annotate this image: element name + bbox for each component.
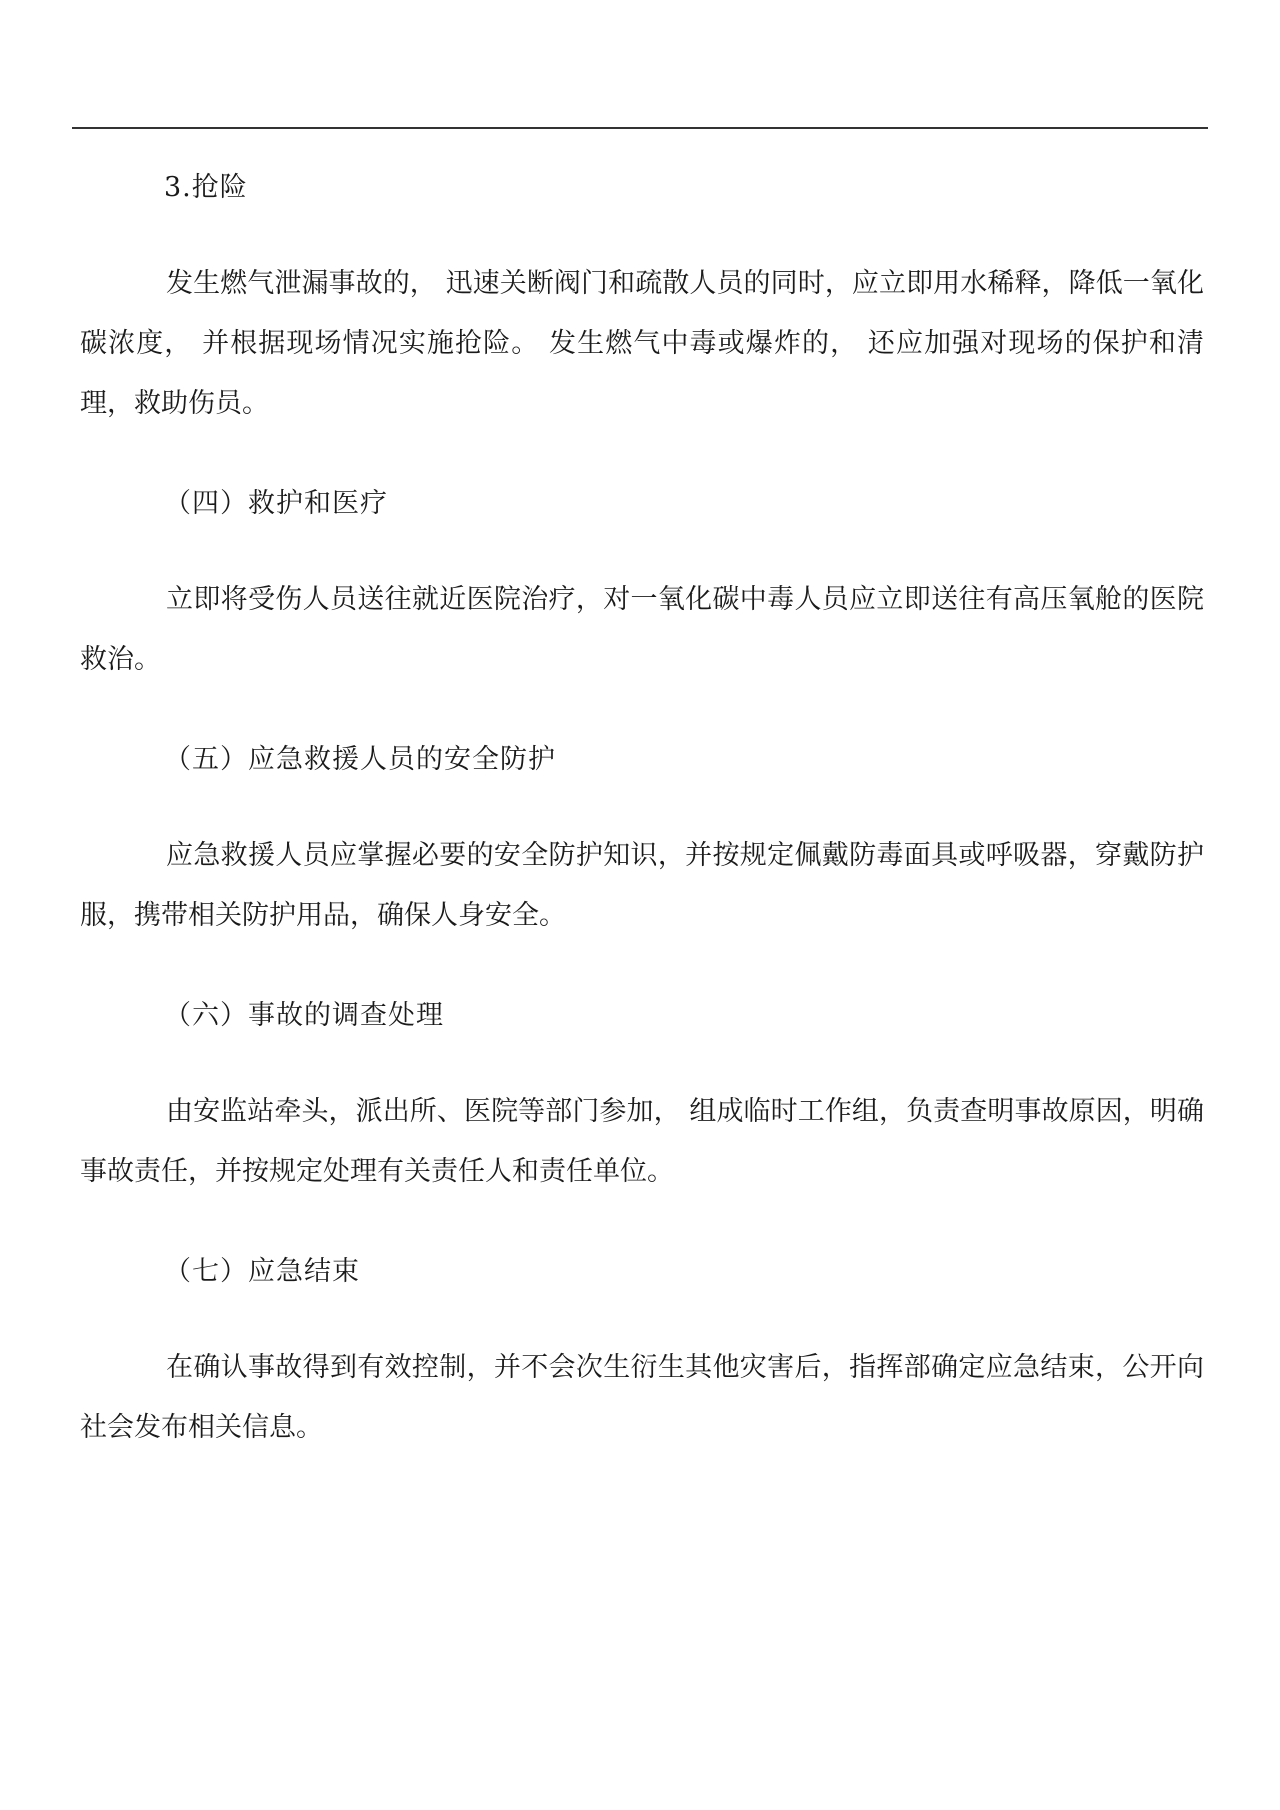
header-rule: [72, 127, 1208, 129]
section-paragraph-medical: 立即将受伤人员送往就近医院治疗，对一氧化碳中毒人员应立即送往有高压氧舱的医院救治。: [80, 584, 1204, 675]
section-paragraph-protection: 应急救援人员应掌握必要的安全防护知识，并按规定佩戴防毒面具或呼吸器，穿戴防护服，携带相关防护用品，确保人身安全。: [80, 840, 1204, 931]
section-paragraph-rescue: 发生燃气泄漏事故的， 迅速关断阀门和疏散人员的同时，应立即用水稀释，降低一氧化碳浓度， 并根据现场情况实施抢险。 发生燃气中毒或爆炸的， 还应加强对现场的保护和清理，救助伤员。: [80, 268, 1204, 419]
section-paragraph-investigation: 由安监站牵头，派出所、医院等部门参加， 组成临时工作组，负责查明事故原因，明确事故责任，并按规定处理有关责任人和责任单位。: [80, 1096, 1204, 1187]
section-heading-rescue: 3.抢险: [164, 172, 248, 203]
section-heading-medical: （四）救护和医疗: [164, 488, 388, 519]
section-paragraph-end: 在确认事故得到有效控制，并不会次生衍生其他灾害后，指挥部确定应急结束，公开向社会发布相关信息。: [80, 1352, 1204, 1443]
section-heading-investigation: （六）事故的调查处理: [164, 1000, 444, 1031]
section-heading-end: （七）应急结束: [164, 1256, 360, 1287]
section-heading-protection: （五）应急救援人员的安全防护: [164, 744, 556, 775]
document-body: [80, 158, 1204, 1458]
